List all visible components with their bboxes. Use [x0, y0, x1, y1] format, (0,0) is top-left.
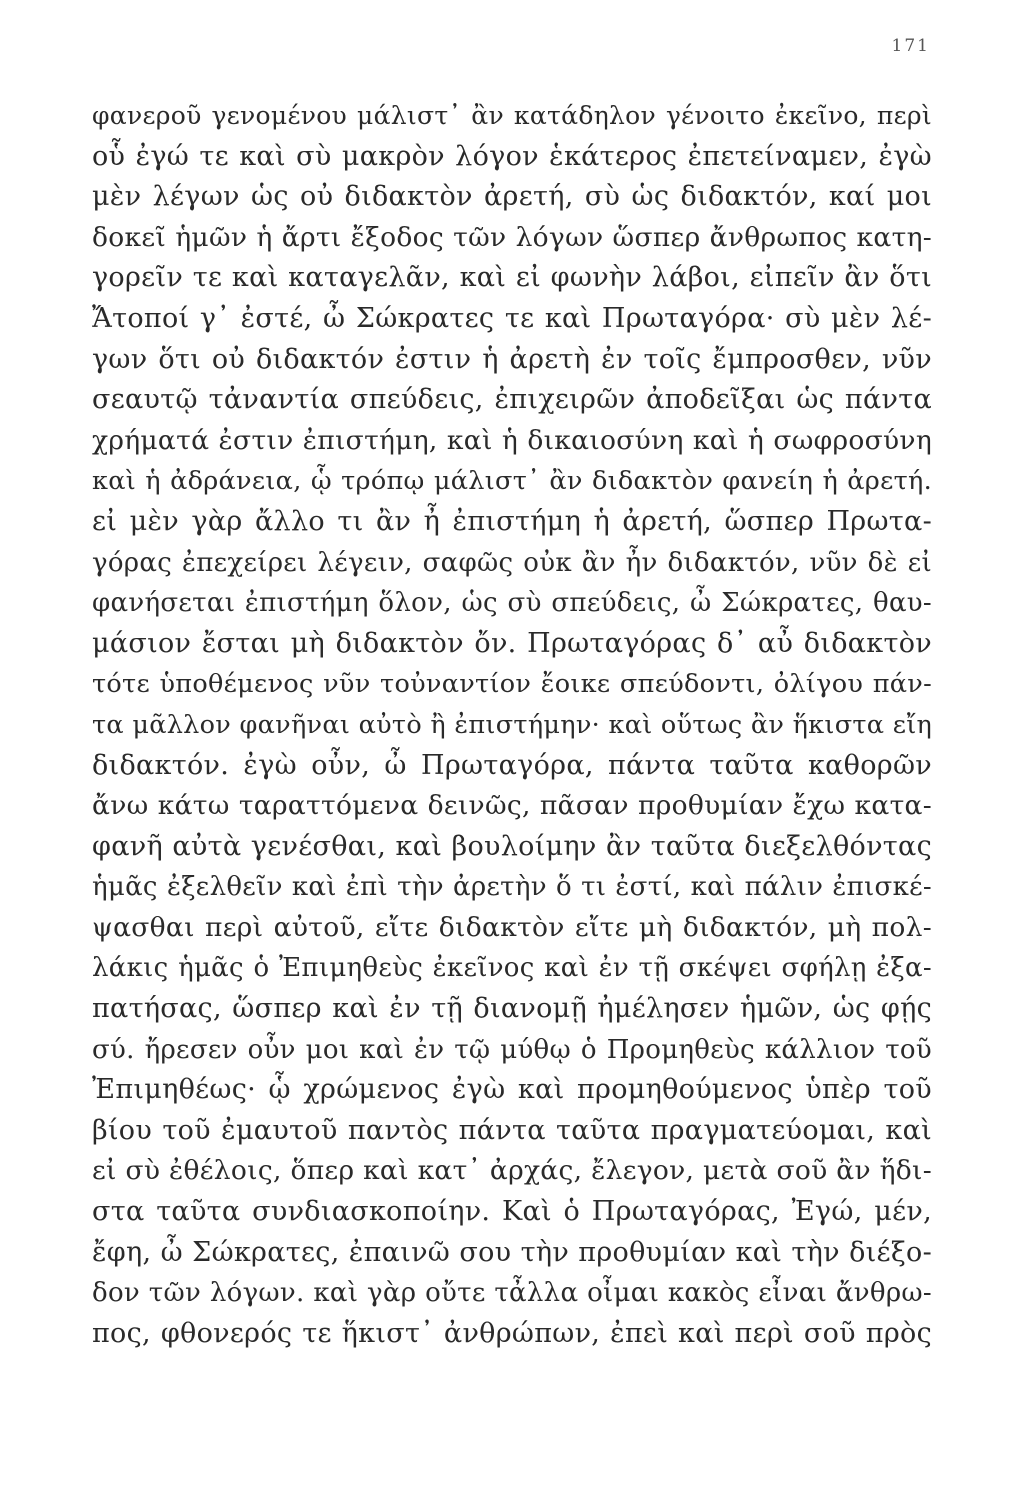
text-line: οὗ ἐγώ τε καὶ σὺ μακρὸν λόγον ἑκάτερος ἐπετείναμεν, ἐγὼ: [92, 140, 932, 172]
text-line: τότε ὑποθέμενος νῦν τοὐναντίον ἔοικε σπεύδοντι, ὀλίγου πάν-: [92, 669, 932, 700]
text-line: διδακτόν. ἐγὼ οὖν, ὦ Πρωταγόρα, πάντα ταῦτα καθορῶν: [92, 749, 932, 781]
page-number: 171: [891, 36, 930, 56]
text-block: [92, 96, 932, 1354]
text-line: βίου τοῦ ἐμαυτοῦ παντὸς πάντα ταῦτα πραγματεύομαι, καὶ: [92, 1114, 932, 1146]
text-line: μάσιον ἔσται μὴ διδακτὸν ὄν. Πρωταγόρας δ᾽ αὖ διδακτὸν: [92, 627, 932, 659]
text-line: πατήσας, ὥσπερ καὶ ἐν τῇ διανομῇ ἠμέλησεν ἡμῶν, ὡς φῄς: [92, 993, 932, 1025]
text-line: ἄνω κάτω ταραττόμενα δεινῶς, πᾶσαν προθυμίαν ἔχω κατα-: [92, 790, 932, 822]
text-line: δον τῶν λόγων. καὶ γὰρ οὔτε τἆλλα οἶμαι κακὸς εἶναι ἄνθρω-: [92, 1278, 932, 1309]
text-line: ψασθαι περὶ αὐτοῦ, εἴτε διδακτὸν εἴτε μὴ διδακτόν, μὴ πολ-: [92, 911, 932, 943]
text-line: Ἐπιμηθέως· ᾧ χρώμενος ἐγὼ καὶ προμηθούμενος ὑπὲρ τοῦ: [92, 1074, 932, 1106]
text-line: εἰ μὲν γὰρ ἄλλο τι ἂν ἦ ἐπιστήμη ἡ ἀρετή, ὥσπερ Πρωτα-: [92, 505, 932, 537]
text-line: στα ταῦτα συνδιασκοποίην. Καὶ ὁ Πρωταγόρας, Ἐγώ, μέν,: [92, 1196, 932, 1228]
text-line: σεαυτῷ τἀναντία σπεύδεις, ἐπιχειρῶν ἀποδεῖξαι ὡς πάντα: [92, 384, 932, 416]
text-line: σύ. ἤρεσεν οὖν μοι καὶ ἐν τῷ μύθῳ ὁ Προμηθεὺς κάλλιον τοῦ: [92, 1034, 932, 1065]
text-line: χρήματά ἐστιν ἐπιστήμη, καὶ ἡ δικαιοσύνη καὶ ἡ σωφροσύνη: [92, 424, 932, 456]
text-line: ἡμᾶς ἐξελθεῖν καὶ ἐπὶ τὴν ἀρετὴν ὅ τι ἐστί, καὶ πάλιν ἐπισκέ-: [92, 872, 932, 903]
text-line: φανῆ αὐτὰ γενέσθαι, καὶ βουλοίμην ἂν ταῦτα διεξελθόντας: [92, 830, 932, 862]
text-line: φανήσεται ἐπιστήμη ὅλον, ὡς σὺ σπεύδεις, ὦ Σώκρατες, θαυ-: [92, 588, 932, 619]
text-line: μὲν λέγων ὡς οὐ διδακτὸν ἀρετή, σὺ ὡς διδακτόν, καί μοι: [92, 181, 932, 213]
text-line: λάκις ἡμᾶς ὁ Ἐπιμηθεὺς ἐκεῖνος καὶ ἐν τῇ σκέψει σφήλῃ ἐξα-: [92, 953, 932, 984]
text-line: Ἄτοποί γ᾽ ἐστέ, ὦ Σώκρατες τε καὶ Πρωταγόρα· σὺ μὲν λέ-: [92, 302, 932, 334]
text-line: ἔφη, ὦ Σώκρατες, ἐπαινῶ σου τὴν προθυμίαν καὶ τὴν διέξο-: [92, 1236, 932, 1268]
text-line: δοκεῖ ἡμῶν ἡ ἄρτι ἔξοδος τῶν λόγων ὥσπερ ἄνθρωπος κατη-: [92, 221, 932, 253]
text-line: τα μᾶλλον φανῆναι αὐτὸ ἢ ἐπιστήμην· καὶ οὕτως ἂν ἥκιστα εἴη: [92, 709, 933, 740]
text-line: φανεροῦ γενομένου μάλιστ᾽ ἂν κατάδηλον γένοιτο ἐκεῖνο, περὶ: [92, 101, 932, 130]
text-line: γορεῖν τε καὶ καταγελᾶν, καὶ εἰ φωνὴν λάβοι, εἰπεῖν ἂν ὅτι: [92, 262, 932, 294]
text-line: γόρας ἐπεχείρει λέγειν, σαφῶς οὐκ ἂν ἦν διδακτόν, νῦν δὲ εἰ: [92, 547, 932, 578]
text-line: γων ὅτι οὐ διδακτόν ἐστιν ἡ ἀρετὴ ἐν τοῖς ἔμπροσθεν, νῦν: [92, 343, 932, 375]
text-line: πος, φθονερός τε ἥκιστ᾽ ἀνθρώπων, ἐπεὶ καὶ περὶ σοῦ πρὸς: [92, 1317, 932, 1349]
text-line: καὶ ἡ ἀδράνεια, ᾧ τρόπῳ μάλιστ᾽ ἂν διδακτὸν φανείη ἡ ἀρετή.: [92, 466, 932, 497]
text-line: εἰ σὺ ἐθέλοις, ὅπερ καὶ κατ᾽ ἀρχάς, ἔλεγον, μετὰ σοῦ ἂν ἥδι-: [92, 1155, 932, 1187]
